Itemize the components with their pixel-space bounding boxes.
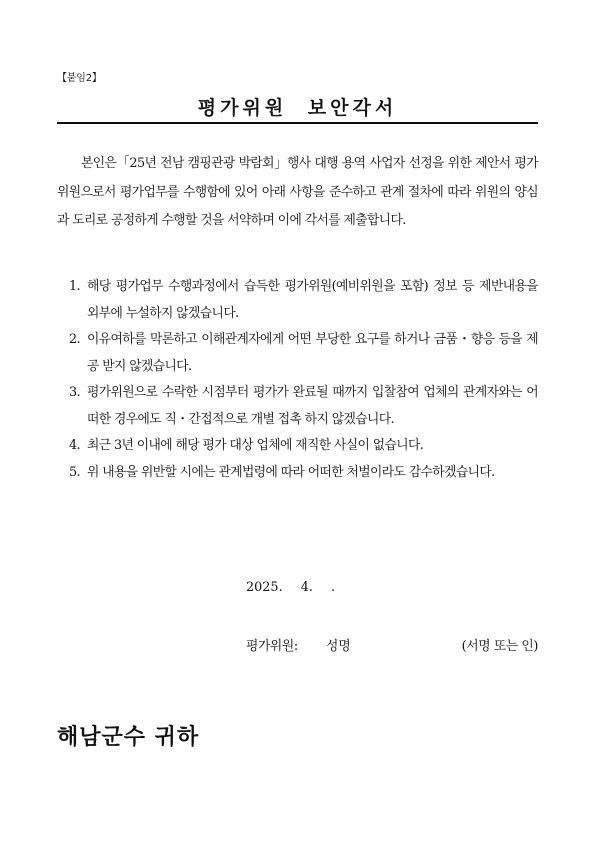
signer-name-label: 성명 [326,639,351,654]
pledge-item-text: 이유여하를 막론하고 이해관계자에게 어떤 부당한 요구를 하거나 금품・향응 등을 제공 받지 않겠습니다. [87,332,538,374]
pledge-item-text: 평가위원으로 수락한 시점부터 평가가 완료될 때까지 입찰참여 업체의 관계자와는 어떠한 경우에도 직・간접적으로 개별 접촉 하지 않겠습니다. [87,385,538,427]
attachment-label: 【붙임2】 [57,73,102,84]
pledge-date: 2025. 4. . [246,580,336,595]
pledge-item [57,327,538,380]
pledge-item-number: 3. [69,385,81,400]
pledge-item-number: 4. [69,438,81,453]
document-title: 평가위원 보안각서 [197,97,398,119]
pledge-item [57,460,538,487]
pledge-item-text: 최근 3년 이내에 해당 평가 대상 업체에 재직한 사실이 없습니다. [87,438,424,453]
recipient-title: 해남군수 귀하 [57,725,200,750]
signer-label: 평가위원: [246,639,298,654]
pledge-item-number: 5. [69,464,81,480]
pledge-item-text: 위 내용을 위반할 시에는 관계법령에 따라 어떠한 처벌이라도 감수하겠습니다. [87,464,495,480]
pledge-item [57,274,538,327]
signature-hint: (서명 또는 인) [461,639,538,654]
pledge-intro: 본인은「25년 전남 캠핑관광 박람회」행사 대행 용역 사업자 선정을 위한 제안서 평가위원으로서 평가업무를 수행함에 있어 아래 사항을 준수하고 관계 절차에 따라 위원의 양심과 도리로 공정하게 수행할 것을 서약하며 이에 각서를 제출합니다. [57,156,538,228]
title-underline [57,122,538,124]
pledge-item [57,433,538,460]
pledge-item-text: 해당 평가업무 수행과정에서 습득한 평가위원(예비위원을 포함) 정보 등 제반내용을 외부에 누설하지 않겠습니다. [87,279,538,321]
pledge-item [57,380,538,433]
pledge-items [57,274,538,486]
pledge-item-number: 2. [69,332,81,347]
pledge-item-number: 1. [69,279,81,294]
